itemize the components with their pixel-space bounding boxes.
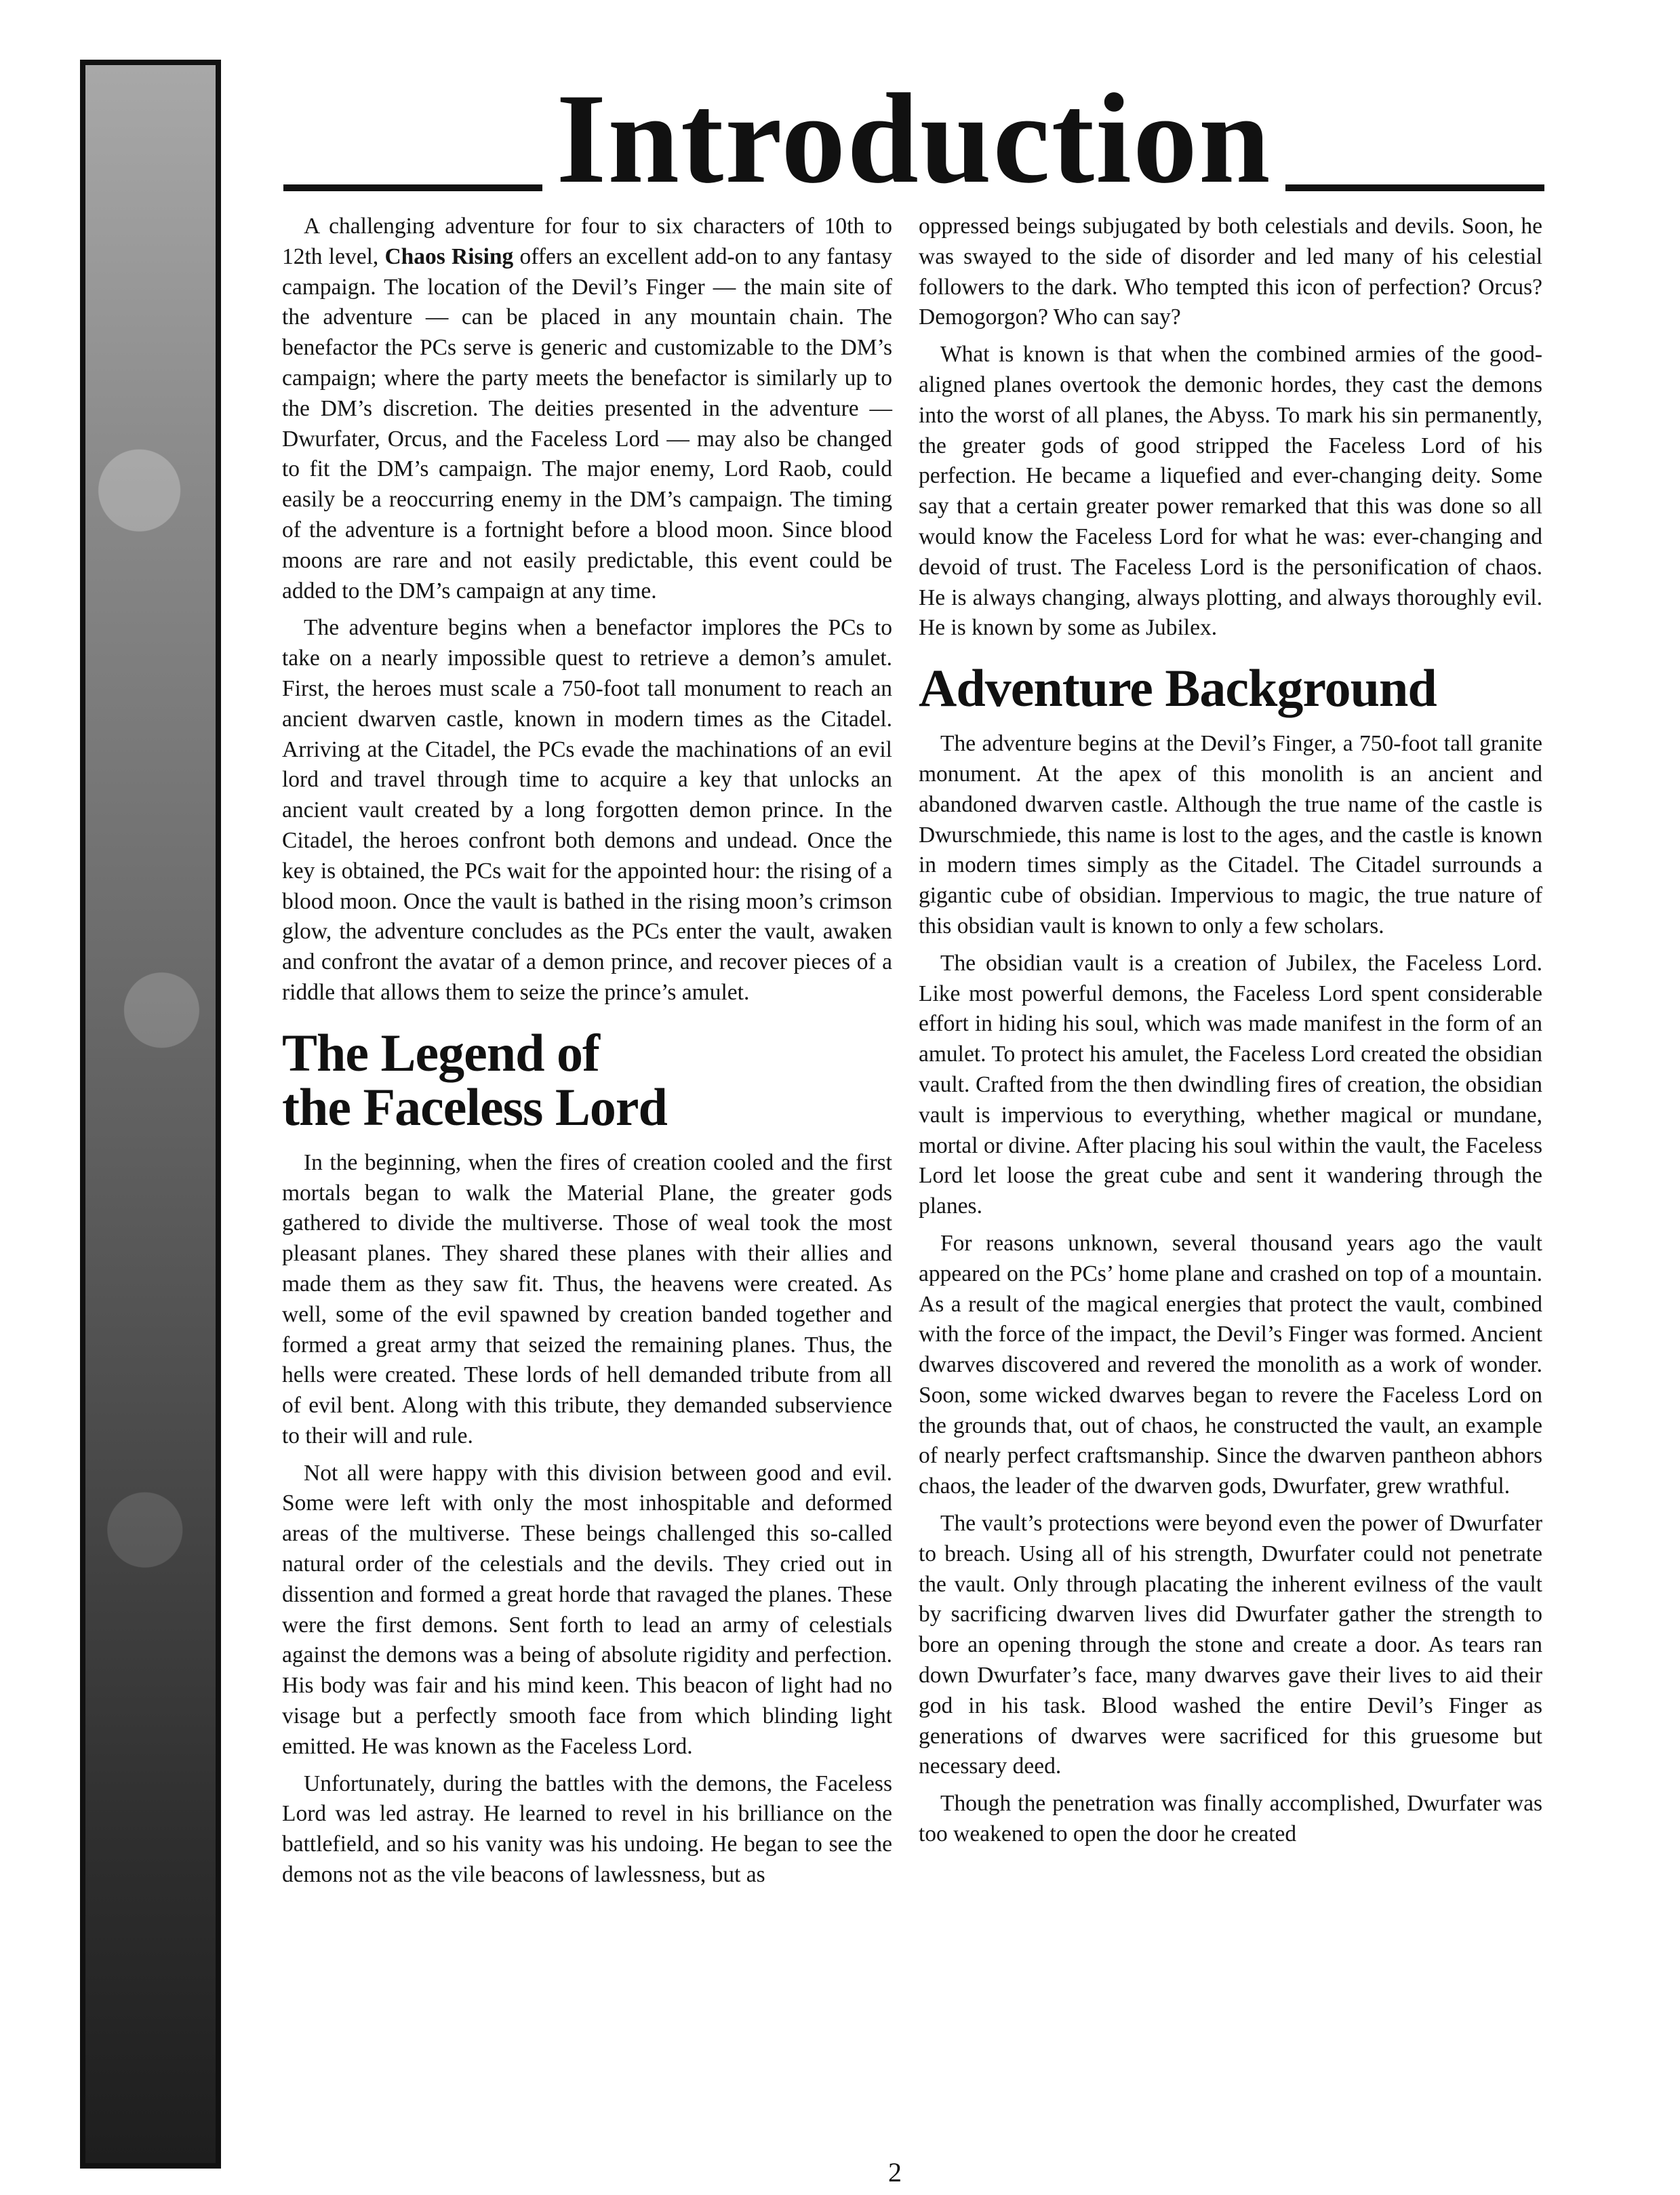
- background-heading: Adventure Background: [919, 658, 1437, 718]
- page-number: 2: [888, 2157, 902, 2188]
- background-paragraph-5: Though the penetration was finally accomplished, Dwurfater was too weakened to open the door he created: [919, 1791, 1542, 1847]
- decorative-border-strip: [80, 60, 221, 2169]
- intro-paragraph-1: [282, 212, 892, 606]
- legend-paragraph-4: oppressed beings subjugated by both celestials and devils. Soon, he was swayed to the side of disorder and led many of his celestial followers to the dark. Who tempted this icon of perfection? Orcus? Demogorgon? Who can say?: [919, 214, 1542, 330]
- legend-heading-line1: The Legend of: [282, 1023, 600, 1082]
- intro-p1-post: offers an excellent add-on to any fantasy campaign. The location of the Devil’s Finger — the main site of the adventure — can be placed in any mountain chain. The benefactor the PCs serve is generic and customizable to the DM’s campaign; where the party meets the benefactor is similarly up to the DM’s discretion. The deities presented in the adventure — Dwurfater, Orcus, and the Faceless Lord — may also be changed to fit the DM’s campaign. The major enemy, Lord Raob, could easily be a reoccurring enemy in the DM’s campaign. The timing of the adventure is a fortnight before a blood moon. Since blood moons are rare and not easily predictable, this event could be added to the DM’s campaign at any time.: [282, 243, 892, 604]
- legend-paragraph-2: Not all were happy with this division between good and evil. Some were left with only the most inhospitable and deformed areas of the multiverse. These beings challenged this so-called natural order of the celestials and the devils. They cried out in dissention and formed a great horde that ravaged the planes. These were the first demons. Sent forth to lead an army of celestials against the demons was a being of absolute rigidity and perfection. His body was fair and his mind keen. This beacon of light had no visage but a perfectly smooth face from which blinding light emitted. He was known as the Faceless Lord.: [282, 1460, 892, 1759]
- legend-heading: [282, 1023, 892, 1136]
- page-title-container: [283, 68, 1544, 210]
- background-paragraph-3: For reasons unknown, several thousand years ago the vault appeared on the PCs’ home plane and crashed on top of a mountain. As a result of the magical energies that protect the vault, combined with the force of the impact, the Devil’s Finger was formed. Ancient dwarves discovered and revered the monolith as a work of wonder. Soon, some wicked dwarves began to revere the Faceless Lord on the grounds that, out of chaos, he constructed the vault, an example of nearly perfect craftsmanship. Since the dwarven pantheon abhors chaos, the leader of the dwarven gods, Dwurfater, grew wrathful.: [919, 1230, 1542, 1499]
- page-title: Introduction: [542, 68, 1285, 210]
- legend-heading-line2: the Faceless Lord: [282, 1077, 667, 1136]
- skull-pattern-decoration: [95, 75, 206, 2154]
- legend-paragraph-3: Unfortunately, during the battles with the demons, the Faceless Lord was led astray. He learned to revel in his brilliance on the battlefield, and so his vanity was his undoing. He began to see the demons not as the vile beacons of lawlessness, but as: [282, 1771, 892, 1888]
- left-column: [282, 212, 892, 1897]
- intro-paragraph-2: The adventure begins when a benefactor implores the PCs to take on a nearly impossible quest to retrieve a demon’s amulet. First, the heroes must scale a 750-foot tall monument to reach an ancient dwarven castle, known in modern times as the Citadel. Arriving at the Citadel, the PCs evade the machinations of an evil lord and travel through time to acquire a key that unlocks an ancient vault created by a long forgotten demon prince. In the Citadel, the heroes confront both demons and undead. Once the key is obtained, the PCs wait for the appointed hour: the rising of a blood moon. Once the vault is bathed in the rising moon’s crimson glow, the adventure concludes as the PCs enter the vault, awaken and confront the avatar of a demon prince, and recover pieces of a riddle that allows them to seize the prince’s amulet.: [282, 615, 892, 1005]
- background-paragraph-2: The obsidian vault is a creation of Jubilex, the Faceless Lord. Like most powerful demons, the Faceless Lord spent considerable effort in hiding his soul, which was made manifest in the form of an amulet. To protect his amulet, the Faceless Lord created the obsidian vault. Crafted from the then dwindling fires of creation, the obsidian vault is impervious to everything, whether magical or mundane, mortal or divine. After placing his soul within the vault, the Faceless Lord let loose the great cube and sent it wandering through the planes.: [919, 950, 1542, 1219]
- background-paragraph-1: The adventure begins at the Devil’s Finger, a 750-foot tall granite monument. At the apex of this monolith is an ancient and abandoned dwarven castle. Although the true name of the castle is Dwurschmiede, this name is lost to the ages, and the castle is known in modern times simply as the Citadel. The Citadel surrounds a gigantic cube of obsidian. Impervious to magic, the true nature of this obsidian vault is known to only a few scholars.: [919, 731, 1542, 938]
- legend-paragraph-5: What is known is that when the combined armies of the good-aligned planes overtook the demonic hordes, they cast the demons into the worst of all planes, the Abyss. To mark his sin permanently, the greater gods of good stripped the Faceless Lord of his perfection. He became a liquefied and ever-changing deity. Some say that a certain greater power remarked that this was done so all would know the Faceless Lord for what he was: ever-changing and devoid of trust. The Faceless Lord is the personification of chaos. He is always changing, always plotting, and always thoroughly evil. He is known by some as Jubilex.: [919, 342, 1542, 641]
- title-area: [283, 68, 1544, 210]
- adventure-name: Chaos Rising: [384, 243, 514, 269]
- intro-p1-pre: A challenging adventure for four to six characters of 10th to 12th level,: [282, 214, 892, 269]
- background-paragraph-4: The vault’s protections were beyond even the power of Dwurfater to breach. Using all of his strength, Dwurfater could not penetrate the vault. Only through placating the inherent evilness of the vault by sacrificing dwarven lives did Dwurfater gather the strength to bore an opening through the stone and create a door. As tears ran down Dwurfater’s face, many dwarves gave their lives to aid their god in his task. Blood washed the entire Devil’s Finger as generations of dwarves were sacrificed for this gruesome but necessary deed.: [919, 1511, 1542, 1779]
- legend-paragraph-1: In the beginning, when the fires of creation cooled and the first mortals began to walk the Material Plane, the greater gods gathered to divide the multiverse. Those of weal took the most pleasant planes. They shared these planes with their allies and made them as they saw fit. Thus, the heavens were created. As well, some of the evil spawned by creation banded together and formed a great army that seized the remaining planes. Thus, the hells were created. These lords of hell demanded tribute from all of evil bent. Along with this tribute, they demanded subservience to their will and rule.: [282, 1149, 892, 1448]
- right-column: [919, 212, 1542, 1857]
